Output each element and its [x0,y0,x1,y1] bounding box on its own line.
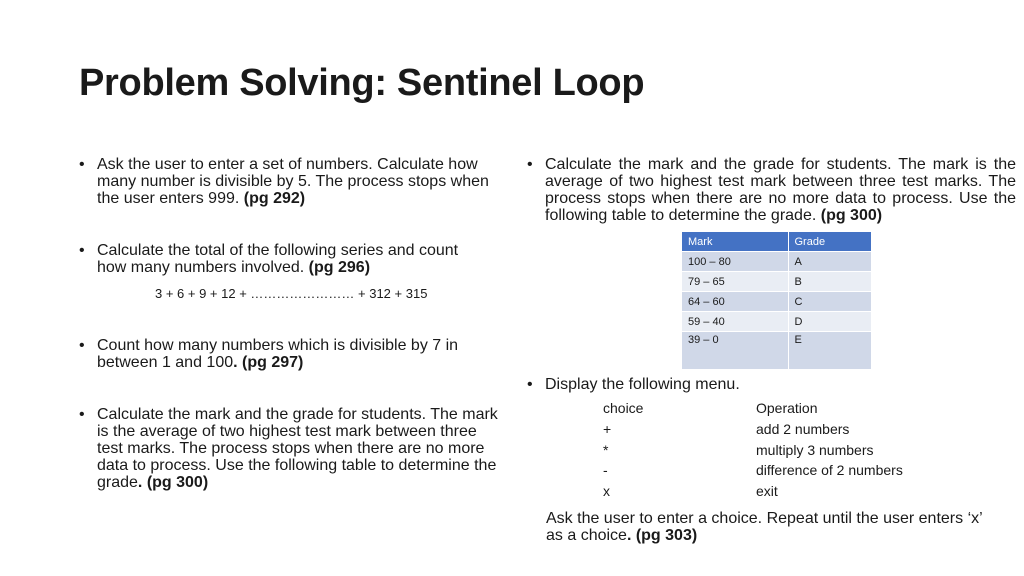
mark-cell: 39 – 0 [682,332,788,370]
menu-operation: add 2 numbers [756,420,850,437]
grade-cell: A [788,252,872,272]
menu-instruction: Ask the user to enter a choice. Repeat until the user enters ‘x’ as a choice. (pg 303) [546,510,983,544]
page-reference: . (pg 300) [137,474,209,491]
menu-operation: multiply 3 numbers [756,441,874,458]
table-row [682,272,872,292]
number-series: 3 + 6 + 9 + 12 + …………………… + 312 + 315 [155,286,428,301]
bullet-marker: • [79,406,85,423]
page-reference: . (pg 303) [626,527,698,544]
grade-cell: C [788,292,872,312]
table-row [682,332,872,370]
grade-table-header [682,232,872,252]
page-reference: . (pg 297) [233,354,304,371]
right-bullet-2: • Display the following menu. [527,376,740,393]
bullet-marker: • [79,242,85,259]
grade-cell: E [788,332,872,370]
table-row [682,292,872,312]
header-grade: Grade [788,232,872,252]
grade-cell: D [788,312,872,332]
mark-cell: 59 – 40 [682,312,788,332]
menu-choice: - [603,462,608,479]
menu-choice: x [603,483,610,500]
menu-header-operation: Operation [756,400,818,416]
page-reference: (pg 292) [243,190,306,207]
grade-cell: B [788,272,872,292]
bullet-marker: • [527,156,533,173]
menu-operation: exit [756,483,778,500]
mark-cell: 100 – 80 [682,252,788,272]
table-row [682,252,872,272]
menu-choice: * [603,441,609,458]
bullet-marker: • [79,337,85,354]
menu-operation: difference of 2 numbers [756,462,903,479]
slide-title: Problem Solving: Sentinel Loop [79,62,645,104]
page-reference: (pg 296) [308,259,371,276]
mark-cell: 79 – 65 [682,272,788,292]
bullet-marker: • [79,156,85,173]
left-bullet-3: • Count how many numbers which is divisible by 7 in between 1 and 100. (pg 297) [79,337,459,371]
left-bullet-4: • Calculate the mark and the grade for students. The mark is the average of two highest test mark between three test marks. The process stops when there are no more data to process. Use the following table to determine the grade. (pg 300) [79,406,498,491]
left-bullet-1: • Ask the user to enter a set of numbers. Calculate how many number is divisible by 5. The process stops when the user enters 999. (pg 292) [79,156,489,207]
mark-cell: 64 – 60 [682,292,788,312]
right-bullet-1: • Calculate the mark and the grade for students. The mark is the average of two highest test mark between three test marks. The process stops when there are no more data to process. Use the following table to determine the grade. (pg 300) [527,156,1016,224]
table-row [682,312,872,332]
menu-header-choice: choice [603,400,644,416]
header-mark: Mark [682,232,788,252]
menu-choice: + [603,420,612,437]
page-reference: (pg 300) [820,207,883,224]
grade-table [682,232,872,369]
bullet-marker: • [527,376,533,393]
left-bullet-2: • Calculate the total of the following series and count how many numbers involved. (pg 296) [79,242,459,276]
